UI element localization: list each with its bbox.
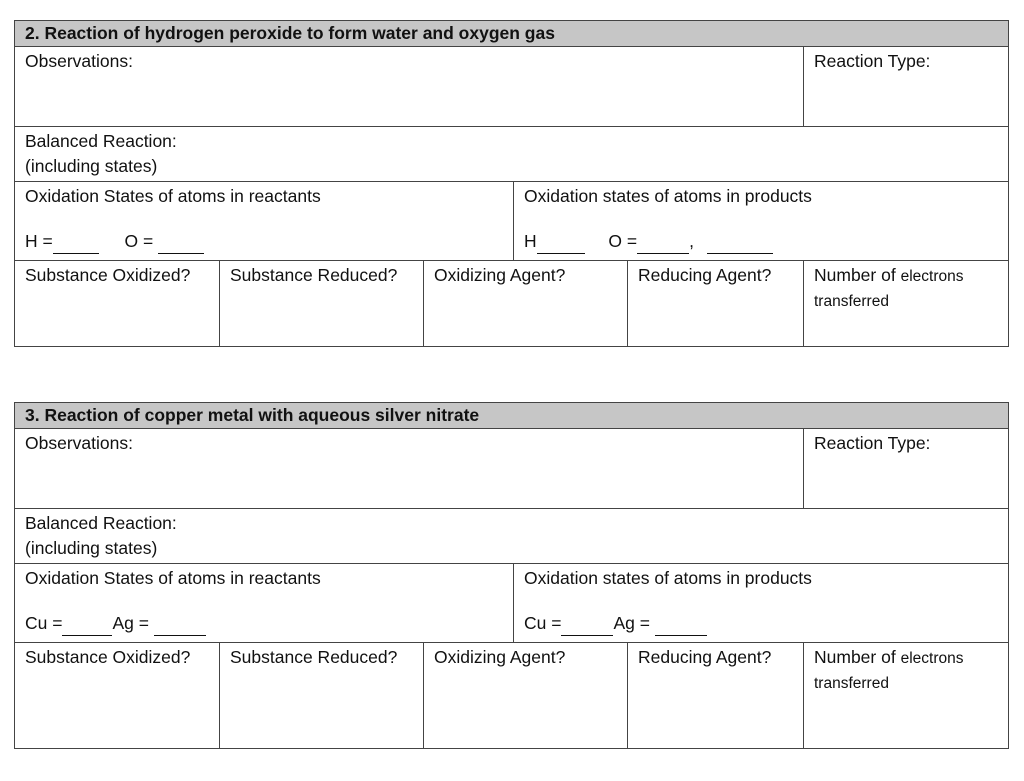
- atom-ag-blank[interactable]: [154, 617, 206, 636]
- reaction-type-field[interactable]: [804, 47, 1009, 127]
- product-o-blank-2[interactable]: [707, 235, 773, 254]
- reaction-type-label: Reaction Type:: [814, 51, 931, 71]
- oxidation-reactants-label: Oxidation States of atoms in reactants: [25, 186, 321, 206]
- substance-oxidized-field[interactable]: [15, 643, 220, 749]
- product-o-blank-1[interactable]: [637, 235, 689, 254]
- electrons-transferred-field[interactable]: [804, 643, 1009, 749]
- reducing-agent-label: Reducing Agent?: [638, 647, 772, 667]
- section-title: 2. Reaction of hydrogen peroxide to form water and oxygen gas: [15, 21, 1009, 47]
- atom-cu-blank[interactable]: [62, 617, 112, 636]
- product-h-label: H: [524, 231, 537, 251]
- product-ag-label: Ag =: [613, 613, 650, 633]
- section-title: 3. Reaction of copper metal with aqueous silver nitrate: [15, 403, 1009, 429]
- reaction-type-field[interactable]: [804, 429, 1009, 509]
- reaction-type-label: Reaction Type:: [814, 433, 931, 453]
- substance-oxidized-field[interactable]: [15, 261, 220, 347]
- product-cu-label: Cu =: [524, 613, 562, 633]
- reducing-agent-field[interactable]: [628, 643, 804, 749]
- product-cu-blank[interactable]: [561, 617, 613, 636]
- section-3: [14, 402, 1008, 749]
- oxidation-products-field[interactable]: [514, 564, 1009, 643]
- oxidizing-agent-field[interactable]: [424, 261, 628, 347]
- observations-label: Observations:: [25, 433, 133, 453]
- electrons-label-b: electrons: [900, 268, 964, 285]
- electrons-label-b: electrons: [900, 650, 964, 667]
- product-o-label: O =: [608, 231, 638, 251]
- atom-o-label: O =: [124, 231, 154, 251]
- balanced-reaction-label: Balanced Reaction:: [25, 513, 177, 533]
- balanced-reaction-sublabel: (including states): [25, 538, 158, 558]
- atom-h-blank[interactable]: [53, 235, 99, 254]
- substance-reduced-label: Substance Reduced?: [230, 647, 398, 667]
- section-2: [14, 20, 1008, 347]
- electrons-label-c: transferred: [814, 293, 889, 310]
- atom-ag-label: Ag =: [112, 613, 149, 633]
- oxidizing-agent-field[interactable]: [424, 643, 628, 749]
- observations-field[interactable]: [15, 47, 804, 127]
- product-ag-blank[interactable]: [655, 617, 707, 636]
- oxidation-reactants-field[interactable]: [15, 182, 514, 261]
- product-h-blank[interactable]: [537, 235, 585, 254]
- substance-reduced-field[interactable]: [220, 643, 424, 749]
- substance-oxidized-label: Substance Oxidized?: [25, 647, 191, 667]
- substance-reduced-field[interactable]: [220, 261, 424, 347]
- balanced-reaction-label: Balanced Reaction:: [25, 131, 177, 151]
- oxidation-reactants-field[interactable]: [15, 564, 514, 643]
- product-comma: ,: [689, 231, 694, 251]
- reducing-agent-field[interactable]: [628, 261, 804, 347]
- electrons-label-a: Number of: [814, 647, 896, 667]
- atom-cu-label: Cu =: [25, 613, 63, 633]
- electrons-label-a: Number of: [814, 265, 896, 285]
- substance-oxidized-label: Substance Oxidized?: [25, 265, 191, 285]
- atom-h-label: H =: [25, 231, 53, 251]
- reducing-agent-label: Reducing Agent?: [638, 265, 772, 285]
- electrons-label-c: transferred: [814, 675, 889, 692]
- oxidation-products-label: Oxidation states of atoms in products: [524, 186, 812, 206]
- atom-o-blank[interactable]: [158, 235, 204, 254]
- substance-reduced-label: Substance Reduced?: [230, 265, 398, 285]
- observations-field[interactable]: [15, 429, 804, 509]
- oxidizing-agent-label: Oxidizing Agent?: [434, 647, 566, 667]
- oxidation-products-field[interactable]: [514, 182, 1009, 261]
- balanced-reaction-sublabel: (including states): [25, 156, 158, 176]
- balanced-reaction-field[interactable]: [15, 127, 1009, 182]
- oxidation-reactants-label: Oxidation States of atoms in reactants: [25, 568, 321, 588]
- electrons-transferred-field[interactable]: [804, 261, 1009, 347]
- balanced-reaction-field[interactable]: [15, 509, 1009, 564]
- observations-label: Observations:: [25, 51, 133, 71]
- oxidizing-agent-label: Oxidizing Agent?: [434, 265, 566, 285]
- oxidation-products-label: Oxidation states of atoms in products: [524, 568, 812, 588]
